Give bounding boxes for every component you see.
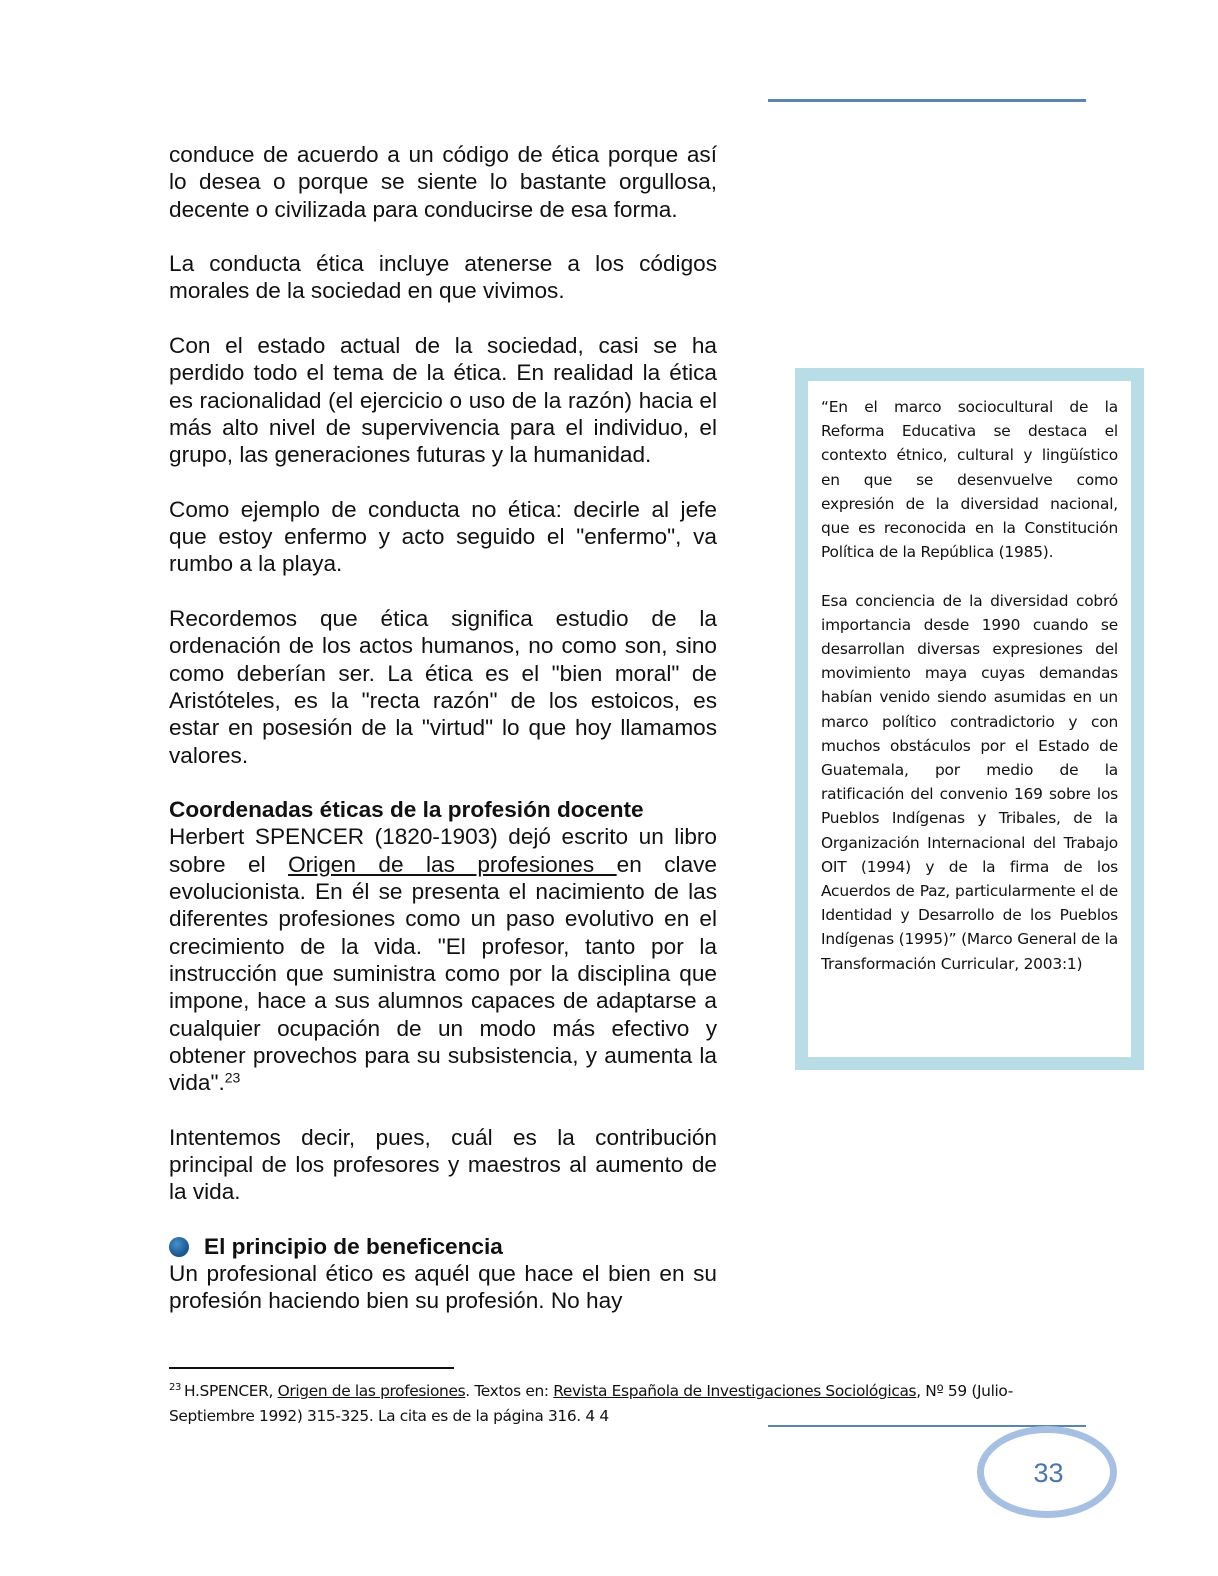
sidebar-paragraph: Esa conciencia de la diversidad cobró importancia desde 1990 cuando se desarrollan diversas expresiones del movimiento maya cuyas demandas habían venido siendo asumidas en un marco político contradictorio y con muchos obstáculos por el Estado de Guatemala, por medio de la ratificación del convenio 169 sobre los Pueblos Indígenas y Tribales, de la Organización Internacional del Trabajo OIT (1994) y de la firma de los Acuerdos de Paz, particularmente el de Identidad y Desarrollo de los Pueblos Indígenas (1995)” (Marco General de la Transformación Curricular, 2003:1) xyxy=(821,591,1118,973)
sidebar-quote-text xyxy=(821,395,1118,976)
page-number-oval xyxy=(977,1426,1117,1518)
sidebar-quote-box xyxy=(795,368,1144,1070)
paragraph: conduce de acuerdo a un código de ética porque así lo desea o porque se siente lo bastante orgullosa, decente o civilizada para conducirse de esa forma. xyxy=(169,142,717,222)
bullet-icon xyxy=(169,1237,189,1257)
section-heading: Coordenadas éticas de la profesión docente xyxy=(169,797,644,823)
paragraph-text: en clave evolucionista. En él se presenta el nacimiento de las diferentes profesiones como un paso evolutivo en el crecimiento de la vida. "El profesor, tanto por la instrucción que suministra como por la disciplina que impone, hace a sus alumnos capaces de adaptarse a cualquier ocupación de un modo más efectivo y obtener provechos para su subsistencia, y aumenta la vida". xyxy=(169,851,717,1096)
paragraph: Como ejemplo de conducta no ética: decirle al jefe que estoy enfermo y acto seguido el "enfermo", va rumbo a la playa. xyxy=(169,496,717,577)
footnote-number: 23 xyxy=(169,1382,182,1393)
paragraph: Intentemos decir, pues, cuál es la contribución principal de los profesores y maestros al aumento de la vida. xyxy=(169,1124,717,1205)
paragraph: La conducta ética incluye atenerse a los códigos morales de la sociedad en que vivimos. xyxy=(169,251,717,304)
paragraph-spencer xyxy=(169,823,717,1096)
footnote-reference[interactable]: 23 xyxy=(224,1069,241,1086)
paragraph-text: Herbert SPENCER (1820-1903) dejó escrito un libro sobre el xyxy=(169,824,717,877)
header-rule xyxy=(768,99,1086,102)
page-number: 33 xyxy=(1033,1457,1064,1488)
book-title-link[interactable]: Origen de las profesiones xyxy=(288,851,617,877)
footnote xyxy=(169,1379,1049,1428)
footnote-author: H.SPENCER, xyxy=(184,1382,278,1400)
main-column xyxy=(169,141,717,1315)
paragraph: Con el estado actual de la sociedad, casi se ha perdido todo el tema de la ética. En realidad la ética es racionalidad (el ejercicio o uso de la razón) hacia el más alto nivel de supervivencia para el individuo, el grupo, las generaciones futuras y la humanidad. xyxy=(169,333,717,468)
footnote-journal: Revista Española de Investigaciones Sociológicas xyxy=(553,1382,917,1400)
footnote-text: . Textos en: xyxy=(465,1382,554,1400)
footnote-separator xyxy=(169,1367,454,1369)
bullet-heading xyxy=(169,1233,717,1260)
paragraph: Recordemos que ética significa estudio de la ordenación de los actos humanos, no como son, sino como deberían ser. La ética es el "bien moral" de Aristóteles, es la "recta razón" de los estoicos, es estar en posesión de la "virtud" lo que hoy llamamos valores. xyxy=(169,606,717,768)
subsection-heading: El principio de beneficencia xyxy=(204,1233,503,1259)
footnote-text: , Nº 59 (Julio-Septiembre 1992) 315-325. La cita es de la página 316. 4 4 xyxy=(169,1382,1013,1425)
sidebar-paragraph: “En el marco sociocultural de la Reforma Educativa se destaca el contexto étnico, cultural y lingüístico en que se desenvuelve como expresión de la diversidad nacional, que es reconocida en la Constitución Política de la República (1985). xyxy=(821,398,1118,562)
footnote-book-title: Origen de las profesiones xyxy=(277,1382,466,1400)
paragraph: Un profesional ético es aquél que hace el bien en su profesión haciendo bien su profesión. No hay xyxy=(169,1261,717,1314)
